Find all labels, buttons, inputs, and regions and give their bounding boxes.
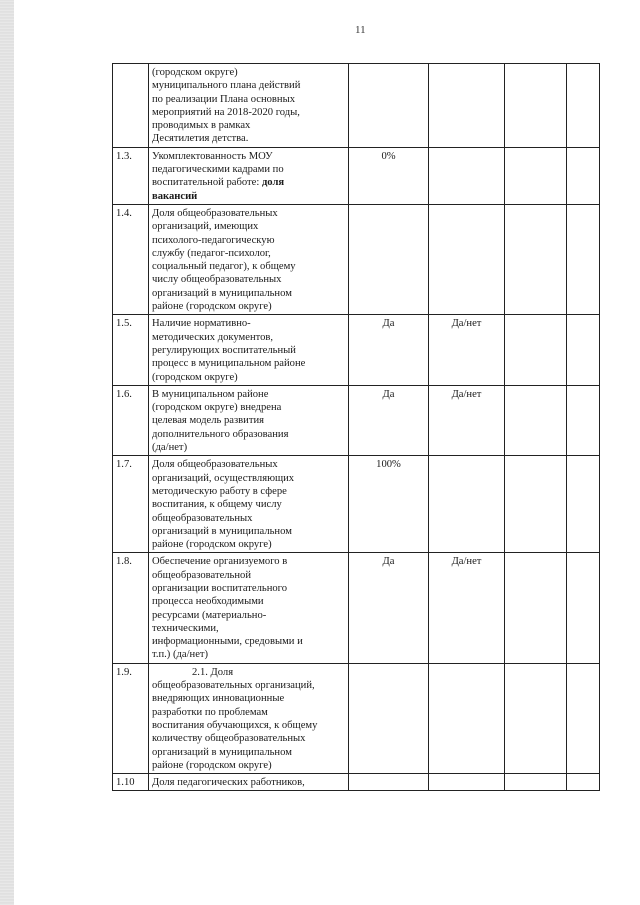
row-number: 1.4. (113, 204, 149, 314)
description-line: Доля педагогических работников, (152, 777, 305, 789)
description-line: (городском округе) (152, 371, 238, 383)
empty-cell (567, 64, 600, 148)
table-row (113, 64, 600, 148)
description-line: по реализации Плана основных (152, 93, 296, 105)
description-line: Доля общеобразовательных (152, 207, 278, 219)
empty-cell (505, 456, 567, 553)
description-line: Укомплектованность МОУ (152, 150, 273, 162)
empty-cell (567, 147, 600, 204)
description-line: службу (педагог-психолог, (152, 247, 271, 259)
empty-cell (567, 774, 600, 791)
empty-cell (505, 774, 567, 791)
description-line: Доля общеобразовательных (152, 459, 278, 471)
description-line: техническими, (152, 622, 219, 634)
table-row (113, 774, 600, 791)
description-line: методических документов, (152, 331, 274, 343)
description-line: методическую работу в сфере (152, 485, 287, 497)
empty-cell (567, 663, 600, 773)
indicator-description (149, 204, 349, 314)
indicator-description (149, 147, 349, 204)
description-line: процесс в муниципальном районе (152, 358, 306, 370)
description-line: муниципального плана действий (152, 80, 301, 92)
description-line: мероприятий на 2018-2020 годы, (152, 106, 300, 118)
description-line: проводимых в рамках (152, 120, 251, 132)
description-line: организаций, имеющих (152, 221, 259, 233)
description-line: т.п.) (да/нет) (152, 649, 209, 661)
empty-cell (505, 553, 567, 663)
description-line: организации воспитательного (152, 582, 288, 594)
row-number: 1.7. (113, 456, 149, 553)
row-number: 1.5. (113, 315, 149, 385)
table-row (113, 663, 600, 773)
indicator-value (349, 663, 429, 773)
description-line: психолого-педагогическую (152, 234, 275, 246)
indicator-unit (429, 456, 505, 553)
description-line: районе (городском округе) (152, 759, 272, 771)
empty-cell (567, 204, 600, 314)
description-line: воспитательной работе: доля (152, 177, 285, 189)
description-line: ресурсами (материально- (152, 609, 267, 621)
empty-cell (567, 385, 600, 455)
empty-cell (505, 64, 567, 148)
indicator-table (112, 63, 600, 791)
indicator-unit: Да/нет (429, 315, 505, 385)
table-row (113, 204, 600, 314)
indicator-unit (429, 147, 505, 204)
row-number: 1.10 (113, 774, 149, 791)
indicator-unit (429, 774, 505, 791)
row-number (113, 64, 149, 148)
page-number: 11 (355, 24, 366, 36)
empty-cell (505, 204, 567, 314)
description-line: количеству общеобразовательных (152, 733, 306, 745)
empty-cell (505, 147, 567, 204)
description-line: процесса необходимыми (152, 596, 264, 608)
indicator-description (149, 663, 349, 773)
bold-line: вакансий (152, 190, 198, 202)
description-line: воспитания, к общему числу (152, 499, 282, 511)
indicator-unit (429, 64, 505, 148)
description-line: Десятилетия детства. (152, 133, 249, 145)
empty-cell (505, 385, 567, 455)
description-line: организаций в муниципальном (152, 287, 292, 299)
table-row (113, 385, 600, 455)
description-line: районе (городском округе) (152, 539, 272, 551)
description-line: организаций в муниципальном (152, 746, 292, 758)
indicator-description (149, 315, 349, 385)
description-line: организаций, осуществляющих (152, 472, 295, 484)
description-line: Обеспечение организуемого в (152, 556, 288, 568)
table-row (113, 147, 600, 204)
description-line: (городском округе) внедрена (152, 402, 282, 414)
empty-cell (505, 315, 567, 385)
description-line: педагогическими кадрами по (152, 164, 284, 176)
indicator-unit: Да/нет (429, 553, 505, 663)
indicator-value (349, 774, 429, 791)
description-line: общеобразовательных (152, 512, 253, 524)
scan-edge-artifact (0, 0, 14, 905)
description-line: дополнительного образования (152, 428, 289, 440)
description-line: Наличие нормативно- (152, 318, 251, 330)
indicator-value (349, 204, 429, 314)
bold-suffix: доля (261, 177, 285, 189)
table-row (113, 456, 600, 553)
row-number: 1.9. (113, 663, 149, 773)
description-line: регулирующих воспитательный (152, 344, 296, 356)
description-line: внедряющих инновационные (152, 693, 285, 705)
description-lead: 2.1. Доля (192, 666, 234, 678)
indicator-value: Да (349, 385, 429, 455)
indicator-description (149, 385, 349, 455)
description-line: числу общеобразовательных (152, 274, 282, 286)
indicator-description (149, 553, 349, 663)
indicator-value: 100% (349, 456, 429, 553)
description-line: В муниципальном районе (152, 388, 269, 400)
indicator-unit: Да/нет (429, 385, 505, 455)
table-row (113, 553, 600, 663)
indicator-value: 0% (349, 147, 429, 204)
description-line: (да/нет) (152, 442, 188, 454)
indicator-description (149, 774, 349, 791)
empty-cell (567, 456, 600, 553)
indicator-value: Да (349, 315, 429, 385)
description-line: организаций в муниципальном (152, 525, 292, 537)
description-line: (городском округе) (152, 67, 238, 78)
indicator-unit (429, 663, 505, 773)
indicator-unit (429, 204, 505, 314)
description-line: районе (городском округе) (152, 301, 272, 313)
indicator-description (149, 64, 349, 148)
row-number: 1.3. (113, 147, 149, 204)
row-number: 1.6. (113, 385, 149, 455)
description-line: общеобразовательной (152, 569, 252, 581)
description-line: воспитания обучающихся, к общему (152, 719, 318, 731)
table-row (113, 315, 600, 385)
row-number: 1.8. (113, 553, 149, 663)
description-line: социальный педагог), к общему (152, 261, 296, 273)
indicator-description (149, 456, 349, 553)
description-line: информационными, средовыми и (152, 636, 303, 648)
empty-cell (505, 663, 567, 773)
indicator-value: Да (349, 553, 429, 663)
description-line: разработки по проблемам (152, 706, 268, 718)
empty-cell (567, 553, 600, 663)
description-line: целевая модель развития (152, 415, 265, 427)
description-line: общеобразовательных организаций, (152, 680, 315, 692)
indicator-value (349, 64, 429, 148)
empty-cell (567, 315, 600, 385)
